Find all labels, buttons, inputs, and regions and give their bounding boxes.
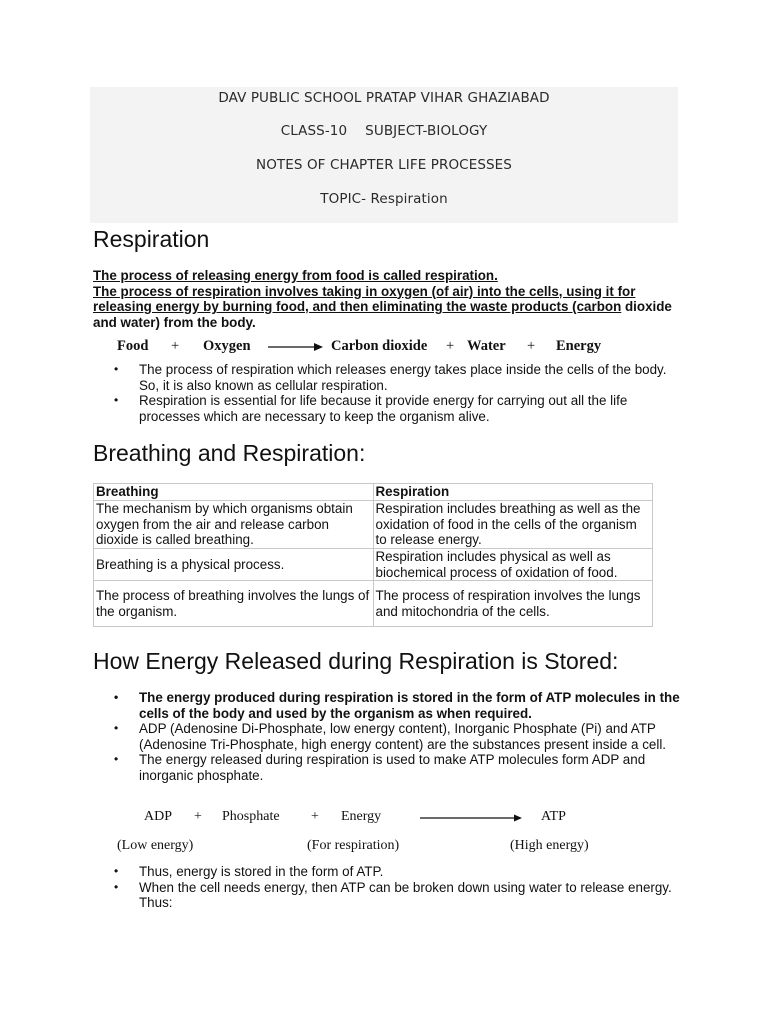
subject-label: SUBJECT-BIOLOGY <box>365 123 488 139</box>
list-item: • When the cell needs energy, then ATP can be broken down using water to release energy. Thus: <box>93 880 683 911</box>
class-label: CLASS-10 <box>280 123 348 139</box>
definition-2-rest: dioxide and water) from the body. <box>93 299 672 330</box>
eq-oxygen: Oxygen <box>203 338 251 354</box>
respiration-bullets <box>93 362 673 424</box>
table-row <box>94 549 653 581</box>
eq-plus: + <box>194 809 202 824</box>
table-cell: Breathing is a physical process. <box>94 549 374 581</box>
table-cell: The mechanism by which organisms obtain oxygen from the air and release carbon dioxide is called breathing. <box>94 501 374 549</box>
eq-phosphate: Phosphate <box>222 809 280 824</box>
eq-atp: ATP <box>541 809 566 824</box>
school-name: DAV PUBLIC SCHOOL PRATAP VIHAR GHAZIABAD <box>218 90 550 106</box>
eq-carbon-dioxide: Carbon dioxide <box>331 338 428 354</box>
table-header-respiration: Respiration <box>373 484 653 501</box>
heading-breathing-respiration: Breathing and Respiration: <box>93 440 366 466</box>
table-cell: The process of breathing involves the lungs of the organism. <box>94 581 374 627</box>
table-cell: The process of respiration involves the lungs and mitochondria of the cells. <box>373 581 653 627</box>
definition-1: The process of releasing energy from food is called respiration. <box>93 268 498 283</box>
table-header-breathing: Breathing <box>94 484 374 501</box>
eq-low-energy: (Low energy) <box>117 838 194 853</box>
class-subject-line <box>90 123 678 139</box>
table-row <box>94 581 653 627</box>
header-box <box>90 87 678 223</box>
topic-label: TOPIC- Respiration <box>320 191 448 207</box>
eq-plus: + <box>446 338 455 354</box>
table-cell: Respiration includes breathing as well as the oxidation of food in the cells of the organism to release energy. <box>373 501 653 549</box>
list-item: • The energy released during respiration is used to make ATP molecules form ADP and inorganic phosphate. <box>93 752 683 783</box>
heading-energy-stored: How Energy Released during Respiration is Stored: <box>93 648 619 674</box>
arrow-right-icon <box>420 813 522 823</box>
definition-2 <box>93 284 683 331</box>
list-item: • The process of respiration which releases energy takes place inside the cells of the body. So, it is also known as cellular respiration. <box>93 362 673 393</box>
arrow-right-icon <box>268 341 323 353</box>
list-item: • Thus, energy is stored in the form of ATP. <box>93 864 683 880</box>
table-cell: Respiration includes physical as well as biochemical process of oxidation of food. <box>373 549 653 581</box>
heading-respiration: Respiration <box>93 226 210 252</box>
eq-adp: ADP <box>144 809 173 824</box>
eq-for-respiration: (For respiration) <box>307 838 400 853</box>
list-item: • The energy produced during respiration is stored in the form of ATP molecules in the cells of the body and used by the organism as when required. <box>93 690 683 721</box>
list-item: • ADP (Adenosine Di-Phosphate, low energy content), Inorganic Phosphate (Pi) and ATP (Adenosine Tri-Phosphate, high energy content) are the substances present inside a cell. <box>93 721 683 752</box>
energy-bullets <box>93 690 683 783</box>
table-header-row <box>94 484 653 501</box>
eq-plus: + <box>171 338 180 354</box>
atp-bullets <box>93 864 683 911</box>
definition-2-underlined: The process of respiration involves taking in oxygen (of air) into the cells, using it for releasing energy by burning food, and then eliminating the waste products (carbon <box>93 283 636 314</box>
eq-energy: Energy <box>556 338 602 354</box>
eq-energy: Energy <box>341 809 382 824</box>
eq-food: Food <box>117 338 149 354</box>
eq-high-energy: (High energy) <box>510 838 589 853</box>
eq-water: Water <box>467 338 506 354</box>
list-item: • Respiration is essential for life because it provide energy for carrying out all the life processes which are necessary to keep the organism alive. <box>93 393 673 424</box>
table-row <box>94 501 653 549</box>
eq-plus: + <box>527 338 536 354</box>
comparison-table <box>93 483 653 627</box>
eq-plus: + <box>311 809 319 824</box>
chapter-notes: NOTES OF CHAPTER LIFE PROCESSES <box>256 157 512 173</box>
definition-block <box>93 268 683 330</box>
